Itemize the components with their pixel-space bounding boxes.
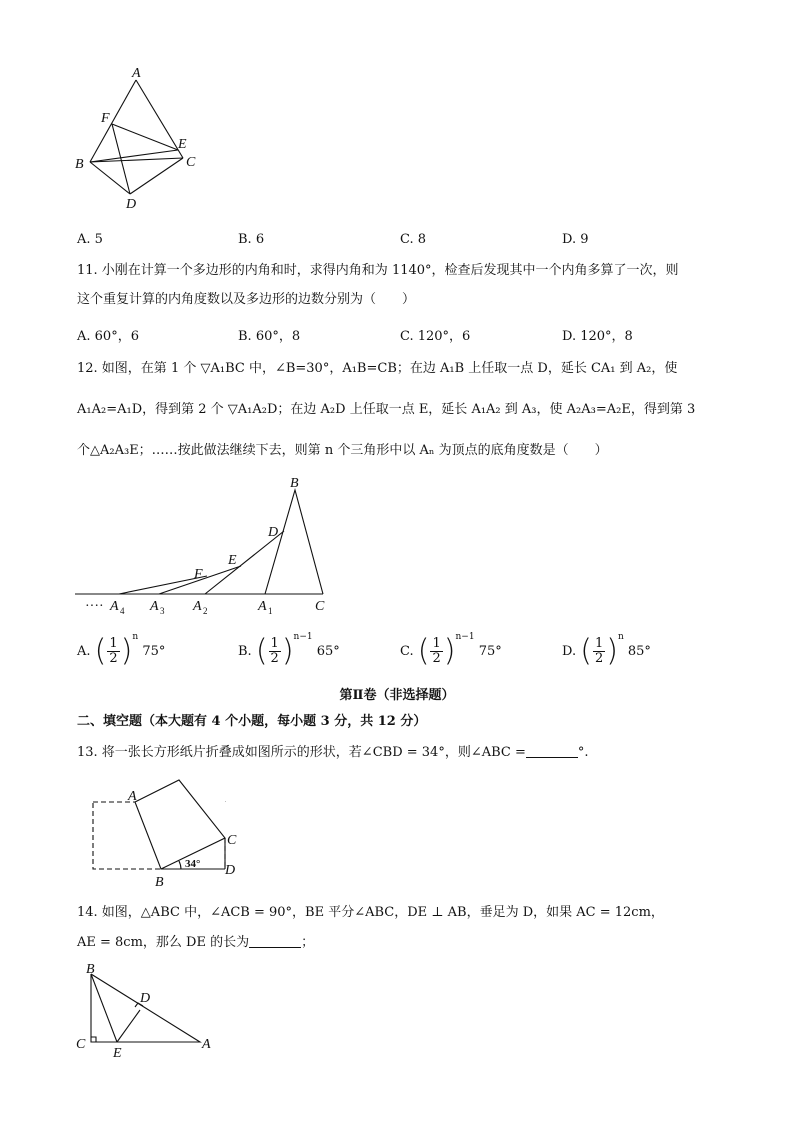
q11-option-b[interactable]: B. 60°，8 [238, 329, 301, 344]
q10-label-F: F [101, 111, 110, 126]
q13-figure [85, 778, 255, 890]
q12-label-B: B [290, 476, 299, 491]
q11-stem-line1: 11. 小刚在计算一个多边形的内角和时，求得内角和为 1140°，检查后发现其中一个内角多算了一次，则 [77, 263, 679, 278]
q12-option-d-lparen: ( [580, 633, 592, 669]
q14-stem-line2 [77, 934, 314, 952]
q12-option-a[interactable] [77, 632, 165, 667]
q12-label-A4: A [110, 599, 119, 614]
q10-option-d[interactable]: D. 9 [562, 232, 589, 247]
q12-stem-line1: 12. 如图，在第 1 个 ▽A₁BC 中，∠B=30°，A₁B=CB；在边 A₁B 上任取一点 D，延长 CA₁ 到 A₂，使 [77, 361, 678, 376]
q12-option-c-fraction: $\frac{1}{2}$ [432, 636, 441, 666]
q13-angle-label: 34° [185, 858, 201, 870]
q12-option-d-rparen: ) [606, 633, 618, 669]
q14-label-E: E [113, 1046, 122, 1060]
q12-label-A2-sub: 2 [203, 606, 208, 616]
q12-option-d-exp: n [617, 632, 624, 642]
q12-label-A3: A [150, 599, 159, 614]
q12-option-b-letter: B. [238, 644, 252, 659]
q10-label-D: D [126, 197, 137, 212]
q10-option-b[interactable]: B. 6 [238, 232, 265, 247]
q12-stem-line2: A₁A₂=A₁D，得到第 2 个 ▽A₁A₂D；在边 A₂D 上任取一点 E，延长 A₁A₂ 到 A₃，使 A₂A₃=A₂E，得到第 3 [77, 402, 696, 417]
q12-option-c-rparen: ) [443, 633, 456, 669]
q14-label-A: A [202, 1037, 211, 1052]
q12-option-a-angle: 75° [142, 644, 166, 659]
q13-text-after: °. [577, 745, 589, 760]
q12-option-b-fraction: $\frac{1}{2}$ [270, 636, 279, 666]
q14-figure [72, 960, 222, 1060]
q13-text-before: 13. 将一张长方形纸片折叠成如图所示的形状，若∠CBD = 34°，则∠ABC = [77, 745, 526, 760]
q10-option-c[interactable]: C. 8 [400, 232, 427, 247]
q12-option-b-lparen: ( [255, 633, 268, 669]
q12-option-a-exp: n [132, 632, 139, 642]
q10-label-A: A [132, 66, 141, 81]
q11-option-a[interactable]: A. 60°，6 [77, 329, 139, 344]
q12-option-b-rparen: ) [281, 633, 294, 669]
q12-option-d-letter: D. [562, 644, 577, 659]
q12-option-d-fraction: $\frac{1}{2}$ [594, 636, 604, 666]
q12-label-A2: A [193, 599, 202, 614]
q11-option-d[interactable]: D. 120°，8 [562, 329, 633, 344]
q12-option-a-fraction: $\frac{1}{2}$ [109, 636, 118, 666]
q14-text-before: AE = 8cm，那么 DE 的长为 [77, 935, 250, 950]
q10-label-E: E [178, 137, 187, 152]
q10-figure [70, 62, 210, 220]
q11-stem-line2: 这个重复计算的内角度数以及多边形的边数分别为（ ） [77, 292, 416, 307]
q12-option-c-angle: 75° [478, 644, 502, 659]
q14-text-after: ； [301, 935, 315, 950]
q14-stem-line1: 14. 如图，△ABC 中，∠ACB = 90°，BE 平分∠ABC，DE ⊥ AB，垂足为 D，如果 AC = 12cm， [77, 905, 664, 920]
q13-label-B: B [155, 875, 164, 890]
q13-label-A: A [128, 789, 137, 804]
q12-option-b[interactable] [238, 632, 340, 667]
q12-label-F: F [194, 567, 203, 582]
q14-answer-blank[interactable] [249, 935, 301, 948]
q14-label-B: B [86, 962, 95, 977]
q12-option-c[interactable] [400, 632, 502, 667]
q13-stem [77, 744, 589, 762]
q12-option-a-lparen: ( [94, 633, 107, 669]
q14-label-D: D [140, 991, 151, 1006]
q12-label-E: E [228, 553, 237, 568]
q12-option-c-lparen: ( [417, 633, 430, 669]
q12-option-a-rparen: ) [120, 633, 133, 669]
q12-label-A1-sub: 1 [268, 606, 273, 616]
q12-label-A4-sub: 4 [120, 606, 125, 616]
section2-title: 二、填空题（本大题有 4 个小题，每小题 3 分，共 12 分） [77, 714, 427, 729]
q13-answer-blank[interactable] [526, 745, 578, 758]
q12-option-c-letter: C. [400, 644, 414, 659]
q13-label-D: D [225, 863, 236, 878]
q12-label-D: D [268, 525, 279, 540]
q10-label-C: C [186, 155, 196, 170]
q12-option-b-angle: 65° [316, 644, 340, 659]
q10-option-a[interactable]: A. 5 [77, 232, 103, 247]
q12-option-c-exp: n−1 [455, 632, 475, 642]
q12-label-A1: A [258, 599, 267, 614]
q12-option-a-letter: A. [77, 644, 91, 659]
q12-label-A3-sub: 3 [160, 606, 165, 616]
q11-option-c[interactable]: C. 120°，6 [400, 329, 471, 344]
part2-title: 第Ⅱ卷（非选择题） [339, 688, 455, 703]
q12-figure [75, 470, 345, 620]
q12-option-d[interactable] [562, 632, 651, 667]
q12-stem-line3: 个△A₂A₃E；……按此做法继续下去，则第 n 个三角形中以 Aₙ 为顶点的底角度数是（ ） [77, 443, 608, 458]
q12-label-dots: ···· [85, 599, 104, 614]
q12-option-b-exp: n−1 [293, 632, 313, 642]
q12-option-d-angle: 85° [627, 644, 651, 659]
q13-label-C: C [227, 833, 237, 848]
q10-label-B: B [75, 157, 84, 172]
q12-label-C: C [315, 599, 325, 614]
q14-label-C: C [76, 1037, 86, 1052]
